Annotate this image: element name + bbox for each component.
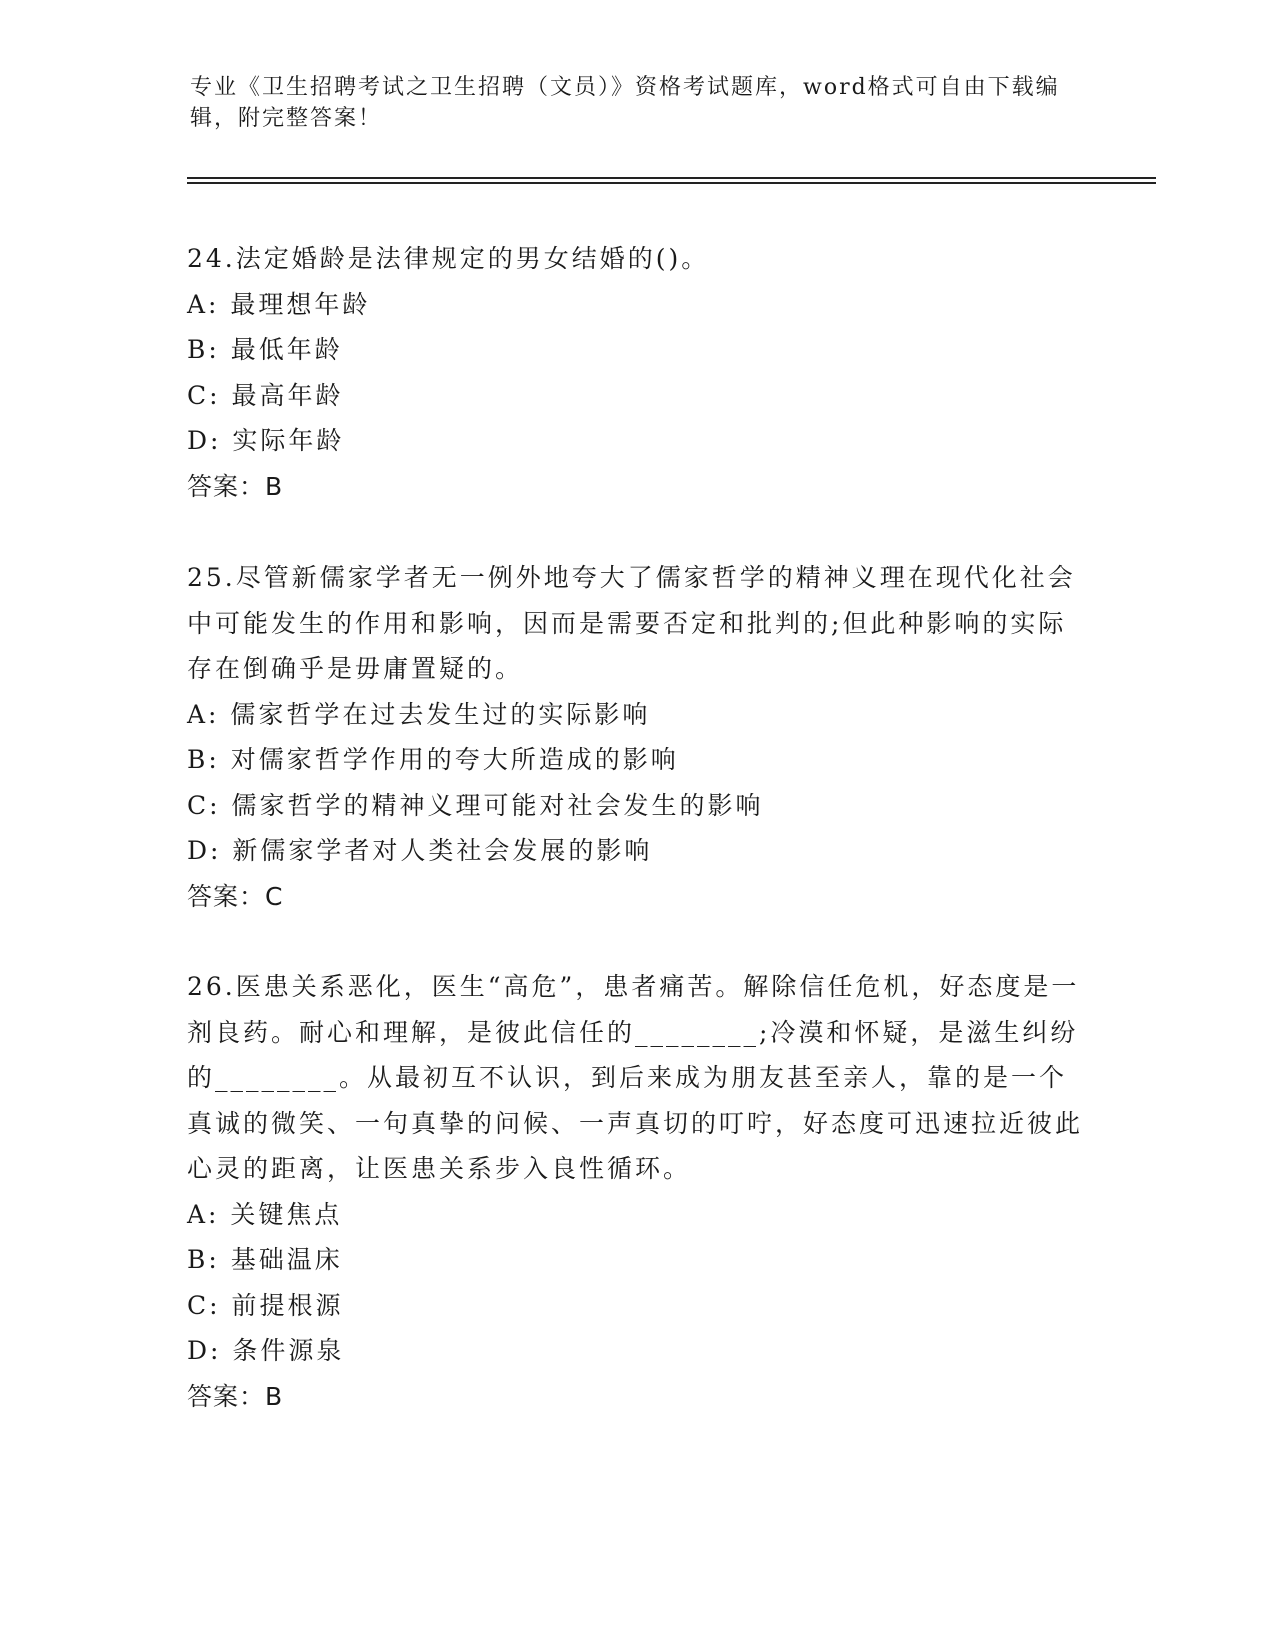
question-stem: 26.医患关系恶化，医生“高危”，患者痛苦。解除信任危机，好态度是一剂良药。耐心和理解，是彼此信任的________;冷漠和怀疑，是滋生纠纷的________。从最初互不认识，到后来成为朋友甚至亲人，靠的是一个真诚的微笑、一句真挚的问候、一声真切的叮咛，好态度可迅速拉近彼此心灵的距离，让医患关系步入良性循环。 — [187, 972, 1084, 1183]
option-d: D: 条件源泉 — [187, 1336, 345, 1365]
option-d: D: 新儒家学者对人类社会发展的影响 — [187, 836, 653, 865]
question-24 — [187, 236, 1087, 509]
option-b: B: 最低年龄 — [187, 335, 343, 364]
question-25 — [187, 555, 1087, 919]
option-c: C: 儒家哲学的精神义理可能对社会发生的影响 — [187, 790, 764, 820]
answer: 答案：B — [187, 1381, 284, 1411]
option-a: A: 儒家哲学在过去发生过的实际影响 — [187, 699, 651, 729]
question-stem: 24.法定婚龄是法律规定的男女结婚的()。 — [187, 244, 710, 273]
option-c: C: 前提根源 — [187, 1290, 344, 1320]
option-c: C: 最高年龄 — [187, 380, 344, 410]
option-b: B: 对儒家哲学作用的夸大所造成的影响 — [187, 745, 679, 774]
question-stem: 25.尽管新儒家学者无一例外地夸大了儒家哲学的精神义理在现代化社会中可能发生的作用和影响，因而是需要否定和批判的;但此种影响的实际存在倒确乎是毋庸置疑的。 — [187, 563, 1076, 683]
option-a: A: 关键焦点 — [187, 1199, 343, 1229]
option-d: D: 实际年龄 — [187, 426, 345, 455]
question-26 — [187, 964, 1087, 1419]
header-divider-bottom — [187, 182, 1156, 184]
option-a: A: 最理想年龄 — [187, 289, 371, 319]
document-header: 专业《卫生招聘考试之卫生招聘（文员）》资格考试题库，word格式可自由下载编辑，附完整答案！ — [190, 75, 1060, 131]
answer: 答案：B — [187, 471, 284, 501]
answer: 答案：C — [187, 881, 284, 911]
header-divider-top — [187, 177, 1156, 179]
option-b: B: 基础温床 — [187, 1245, 343, 1274]
